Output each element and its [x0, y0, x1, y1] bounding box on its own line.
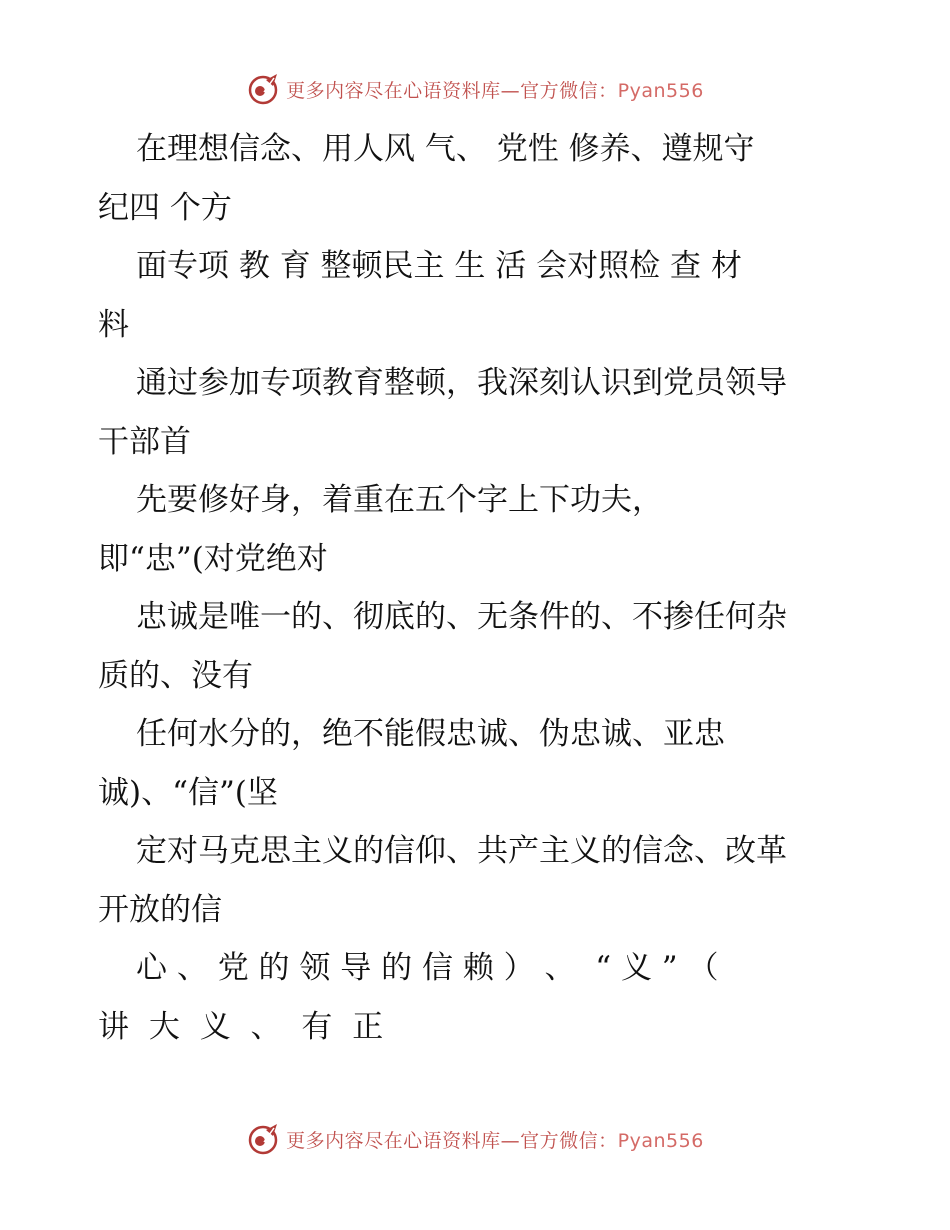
- text-line: 任何水分的，绝不能假忠诚、伪忠诚、亚忠: [136, 716, 725, 752]
- text-line: 干部首: [98, 423, 191, 460]
- text-line: 料: [98, 306, 129, 343]
- text-line: 面专项 教 育 整顿民主 生 活 会对照检 查 材: [136, 248, 742, 284]
- logo-icon: [246, 1122, 280, 1156]
- header-banner: [0, 72, 950, 106]
- text-line: 开放的信: [98, 891, 222, 928]
- text-line: 在理想信念、用人风 气、 党性 修养、遵规守: [136, 131, 755, 167]
- text-line: 先要修好身，着重在五个字上下功夫，: [136, 482, 663, 518]
- header-banner-main: 更多内容尽在心语资料库—官方微信：: [286, 79, 618, 102]
- logo-icon: [246, 72, 280, 106]
- document-body: [98, 120, 858, 1056]
- text-line: 质的、没有: [98, 657, 253, 694]
- text-line: 纪四 个方: [98, 189, 232, 226]
- text-line: 通过参加专项教育整顿，我深刻认识到党员领导: [136, 365, 787, 401]
- footer-wechat-id: Pyan556: [617, 1129, 704, 1152]
- footer-banner: [0, 1122, 950, 1156]
- footer-banner-text: [286, 1126, 704, 1153]
- text-line: 讲 大 义 、 有 正: [98, 1008, 389, 1045]
- footer-banner-main: 更多内容尽在心语资料库—官方微信：: [286, 1129, 618, 1152]
- text-line: 定对马克思主义的信仰、共产主义的信念、改革: [136, 833, 787, 869]
- text-line: 即“忠”(对党绝对: [98, 540, 328, 577]
- text-line: 忠诚是唯一的、彻底的、无条件的、不掺任何杂: [136, 599, 787, 635]
- text-line: 诚)、“信”(坚: [98, 774, 278, 811]
- header-wechat-id: Pyan556: [617, 79, 704, 102]
- text-line: 心 、 党 的 领 导 的 信 赖 ） 、 “ 义 ” （: [136, 950, 719, 986]
- header-banner-text: [286, 76, 704, 103]
